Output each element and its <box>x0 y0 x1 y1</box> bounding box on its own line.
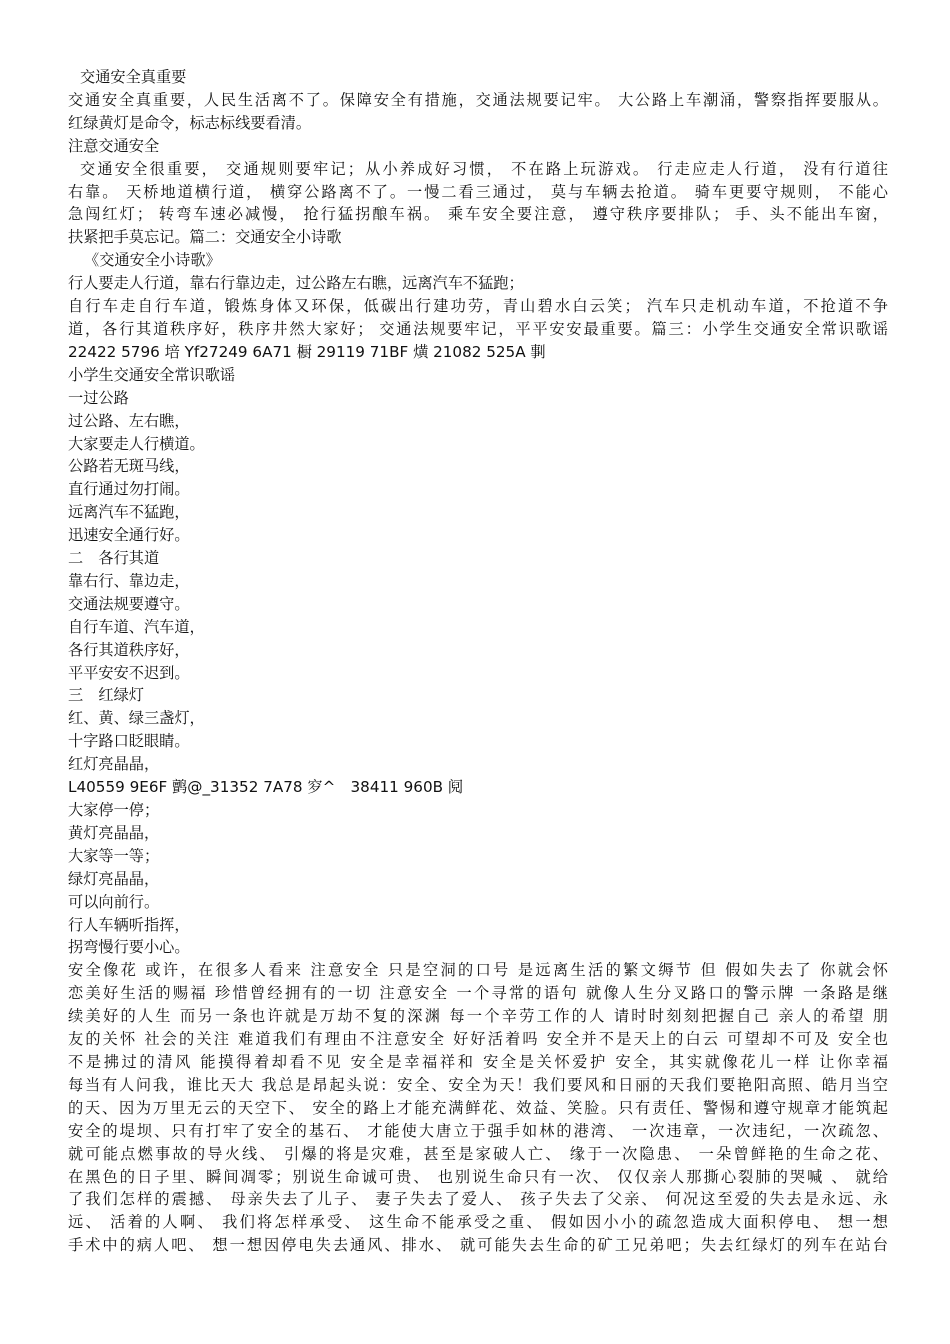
text-line: 不是拂过的清风 能摸得着却看不见 安全是幸福祥和 安全是关怀爱护 安全，其实就像花儿一样 让你幸福 <box>68 1052 888 1071</box>
text-line: 了我们怎样的震撼、 母亲失去了儿子、 妻子失去了爱人、 孩子失去了父亲、 何况这至爱的失去是永远、永 <box>68 1190 888 1209</box>
verse-line: 十字路口眨眼睛。 <box>68 732 190 751</box>
verse-line: 可以向前行。 <box>68 892 160 911</box>
text-line: 就可能点燃事故的导火线、 引爆的将是灾难，甚至是家破人亡、 缘于一次隐患、 一朵曾鲜艳的生命之花、 <box>68 1144 888 1163</box>
verse-line: 行人车辆听指挥， <box>68 915 190 934</box>
title-line: 交通安全真重要 <box>80 68 187 86</box>
text-line: 交通安全很重要， 交通规则要牢记；从小养成好习惯， 不在路上玩游戏。 行走应走人行道， 没有行道往 <box>80 159 888 178</box>
text-line: 红绿黄灯是命令，标志标线要看清。 <box>68 113 311 132</box>
text-line: 手术中的病人吧、 想一想因停电失去通风、排水、 就可能失去生命的矿工兄弟吧；失去红绿灯的列车在站台 <box>68 1236 888 1255</box>
verse-line: 大家等一等； <box>68 846 160 865</box>
verse-line: 大家停一停； <box>68 801 160 819</box>
section-heading: 《交通安全小诗歌》 <box>84 251 221 270</box>
text-line: 急闯红灯； 转弯车速必减慢， 抢行猛拐酿车祸。 乘车安全要注意， 遵守秩序要排队； 手、头不能出车窗， <box>68 205 888 224</box>
text-line: 远、 活着的人啊、 我们将怎样承受、 这生命不能承受之重、 假如因小小的疏忽造成大面积停电、 想一想 <box>68 1213 888 1232</box>
verse-line: 交通法规要遵守。 <box>68 594 190 613</box>
text-line: 道，各行其道秩序好，秩序井然大家好； 交通法规要牢记，平平安安最重要。篇三：小学生交通安全常识歌谣 <box>68 319 888 338</box>
verse-heading: 三 红绿灯 <box>68 686 144 705</box>
document-body <box>68 66 888 1257</box>
verse-line: 拐弯慢行要小心。 <box>68 938 190 957</box>
verse-line: 平平安安不迟到。 <box>68 663 190 682</box>
verse-heading: 一过公路 <box>68 388 129 407</box>
verse-line: 红灯亮晶晶， <box>68 755 160 774</box>
verse-line: 公路若无斑马线， <box>68 457 190 476</box>
verse-line: 直行通过勿打闹。 <box>68 480 190 499</box>
section-heading: 注意交通安全 <box>68 136 160 155</box>
text-line: 安全像花 或许，在很多人看来 注意安全 只是空洞的口号 是远离生活的繁文缛节 但 假如失去了 你就会怀 <box>68 961 888 980</box>
text-line: 在黑色的日子里、瞬间凋零；别说生命诚可贵、 也别说生命只有一次、 仅仅亲人那撕心裂肺的哭喊 、 就给 <box>68 1167 888 1186</box>
text-line: 右靠。 天桥地道横行道， 横穿公路离不了。一慢二看三通过， 莫与车辆去抢道。 骑车更要守规则， 不能心 <box>68 182 888 201</box>
text-line: 安全的堤坝、只有打牢了安全的基石、 才能使大唐立于强手如林的港湾、 一次违章，一次违纪，一次疏忽、 <box>68 1121 888 1140</box>
verse-line: 绿灯亮晶晶， <box>68 869 160 888</box>
text-line: 的天、因为万里无云的天空下、 安全的路上才能充满鲜花、效益、笑脸。只有责任、警惕和遵守规章才能筑起 <box>68 1098 888 1117</box>
verse-line: 自行车道、汽车道， <box>68 617 205 636</box>
text-line: 22422 5796 培 Yf27249 6A71 橱 29119 71BF 熿 21082 525A 剚 <box>68 342 546 361</box>
verse-line: 黄灯亮晶晶， <box>68 823 160 842</box>
text-line: 行人要走人行道，靠右行靠边走，过公路左右瞧，远离汽车不猛跑； <box>68 274 524 293</box>
text-line: 续美好的人生 而另一条也许就是万劫不复的深渊 每一个辛劳工作的人 请时时刻刻把握自己 亲人的希望 朋 <box>68 1007 888 1026</box>
verse-line: 靠右行、靠边走， <box>68 571 190 590</box>
text-line: 自行车走自行车道，锻炼身体又环保，低碳出行建功劳，青山碧水白云笑； 汽车只走机动车道，不抢道不争 <box>68 297 888 316</box>
text-line: 每当有人问我，谁比天大 我总是昂起头说：安全、安全为天！我们要风和日丽的天我们要艳阳高照、皓月当空 <box>68 1075 888 1094</box>
verse-line: 各行其道秩序好， <box>68 640 190 659</box>
text-line: L40559 9E6F 鹯@_31352 7A78 穸^ 38411 960B 阋 <box>68 778 464 797</box>
verse-line: 迅速安全通行好。 <box>68 526 190 545</box>
verse-heading: 二 各行其道 <box>68 549 160 568</box>
section-heading: 小学生交通安全常识歌谣 <box>68 365 236 384</box>
text-line: 扶紧把手莫忘记。篇二：交通安全小诗歌 <box>68 228 342 247</box>
verse-line: 远离汽车不猛跑， <box>68 503 190 522</box>
text-line: 交通安全真重要，人民生活离不了。保障安全有措施，交通法规要记牢。 大公路上车潮涌，警察指挥要服从。 <box>68 90 888 109</box>
verse-line: 过公路、左右瞧， <box>68 411 190 430</box>
verse-line: 红、黄、绿三盏灯， <box>68 709 205 728</box>
verse-line: 大家要走人行横道。 <box>68 434 205 453</box>
text-line: 恋美好生活的赐福 珍惜曾经拥有的一切 注意安全 一个寻常的语句 就像人生分叉路口的警示牌 一条路是继 <box>68 984 888 1003</box>
text-line: 友的关怀 社会的关注 难道我们有理由不注意安全 好好活着吗 安全并不是天上的白云 可望却不可及 安全也 <box>68 1030 888 1049</box>
